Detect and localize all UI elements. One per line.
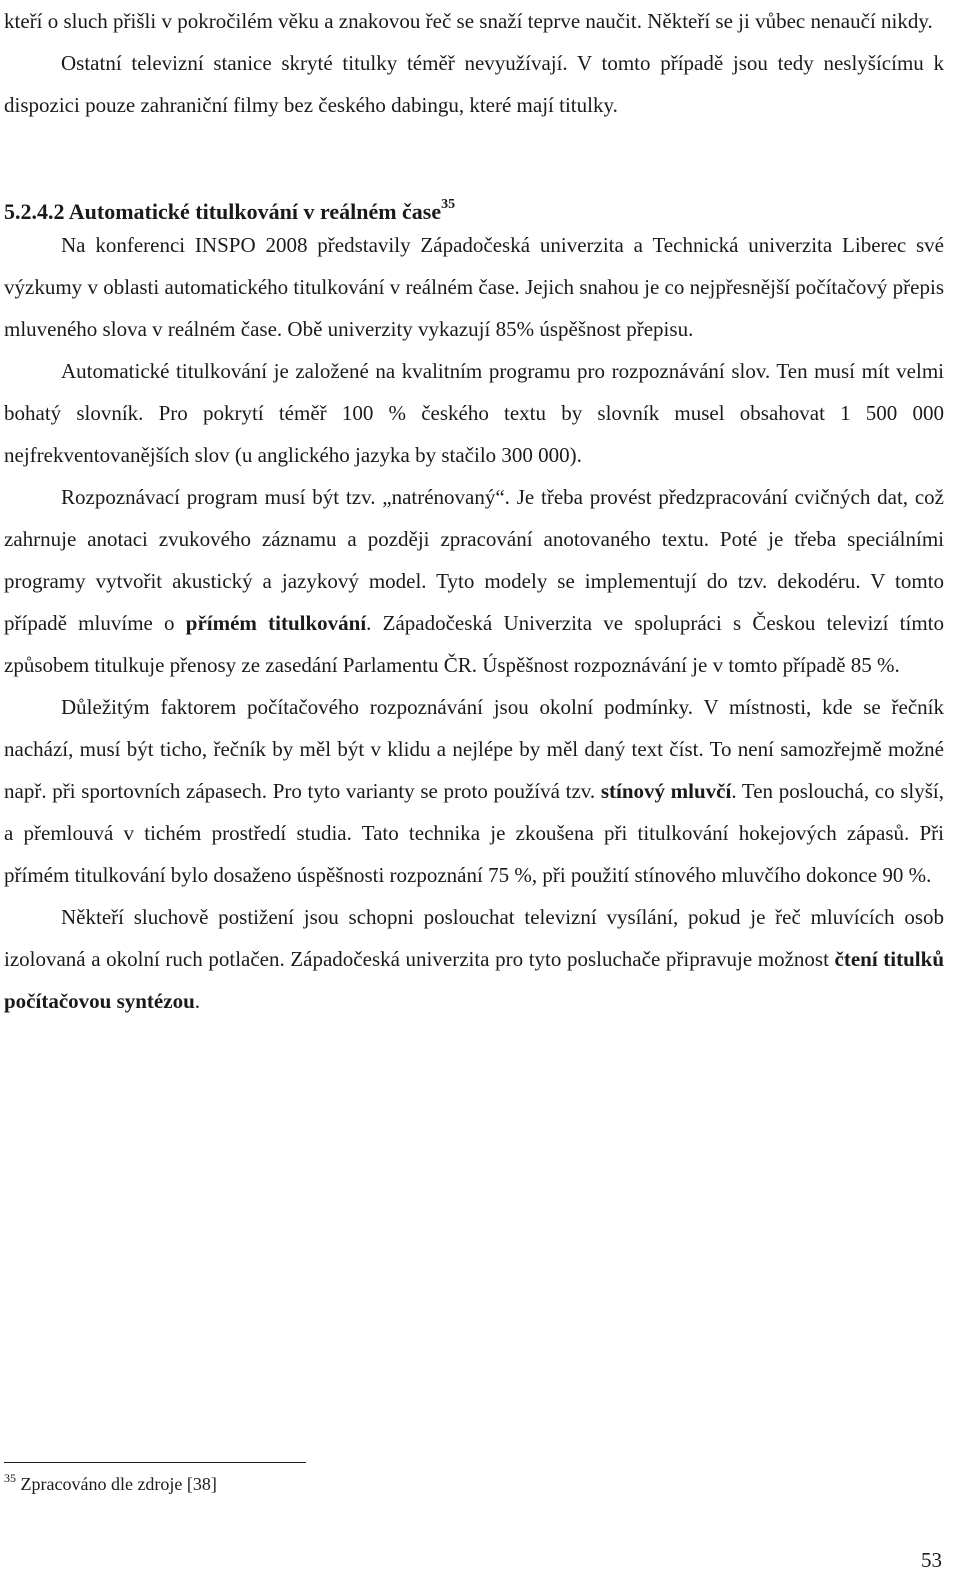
paragraph-3-bold-term: přímém titulkování xyxy=(185,611,367,635)
footnote-divider xyxy=(4,1462,306,1463)
paragraph-5-bold-term: čtení titulků počítačovou syntézou xyxy=(4,947,944,1013)
footnote xyxy=(4,1470,217,1498)
page-number: 53 xyxy=(921,1548,942,1572)
section-heading-text: 5.2.4.2 Automatické titulkování v reálném čase xyxy=(4,199,442,224)
paragraph-4-text-a: Důležitým faktorem počítačového rozpoznávání jsou okolní podmínky. V místnosti, kde se řečník nachází, musí být ticho, řečník by měl být v klidu a nejlépe by měl daný text číst. To není samozřejmě možné např. při sportovních zápasech. Pro tyto varianty se proto používá tzv. xyxy=(4,695,944,803)
paragraph-3-text-b: . Západočeská Univerzita ve spolupráci s Českou televizí tímto způsobem titulkuje přenosy ze zasedání Parlamentu ČR. Úspěšnost rozpoznávání je v tomto případě 85 %. xyxy=(4,611,944,677)
paragraph-4-text-b: . Ten poslouchá, co slyší, a přemlouvá v tichém prostředí studia. Tato technika je zkoušena při titulkování hokejových zápasů. Při přímém titulkování bylo dosaženo úspěšnosti rozpoznání 75 %, při použití stínového mluvčího dokonce 90 %. xyxy=(4,779,945,887)
paragraph-5-text-a: Někteří sluchově postižení jsou schopni poslouchat televizní vysílání, pokud je řeč mluvících osob izolovaná a okolní ruch potlačen. Západočeská univerzita pro tyto posluchače připravuje možnost xyxy=(4,905,944,971)
paragraph-3 xyxy=(4,476,944,686)
paragraph-5-text-b: . xyxy=(194,989,200,1013)
intro-paragraph-2: Ostatní televizní stanice skryté titulky téměř nevyužívají. V tomto případě jsou tedy neslyšícímu k dispozici pouze zahraniční filmy bez českého dabingu, které mají titulky. xyxy=(4,51,944,117)
intro-paragraph-1: kteří o sluch přišli v pokročilém věku a znakovou řeč se snaží teprve naučit. Někteří se ji vůbec nenaučí nikdy. xyxy=(4,9,933,33)
paragraph-4-bold-term: stínový mluvčí xyxy=(600,779,732,803)
intro-text xyxy=(4,0,944,126)
paragraph-1: Na konferenci INSPO 2008 představily Západočeská univerzita a Technická univerzita Liberec své výzkumy v oblasti automatického titulkování v reálném čase. Jejich snahou je co nejpřesnější počítačový přepis mluveného slova v reálném čase. Obě univerzity vykazují 85% úspěšnost přepisu. xyxy=(4,233,944,341)
paragraph-3-text-a: Rozpoznávací program musí být tzv. „natrénovaný“. Je třeba provést předzpracování cvičných dat, což zahrnuje anotaci zvukového záznamu a později zpracování anotovaného textu. Poté je třeba speciálními programy vytvořit akustický a jazykový model. Tyto modely se implementují do tzv. dekodéru. V tomto případě mluvíme o xyxy=(4,485,944,635)
footnote-text: Zpracováno dle zdroje [38] xyxy=(16,1474,217,1494)
paragraph-2: Automatické titulkování je založené na kvalitním programu pro rozpoznávání slov. Ten musí mít velmi bohatý slovník. Pro pokrytí téměř 100 % českého textu by slovník musel obsahovat 1 500 000 nejfrekventovanějších slov (u anglického jazyka by stačilo 300 000). xyxy=(4,359,944,467)
paragraph-5 xyxy=(4,896,944,1022)
footnote-number: 35 xyxy=(4,1471,16,1485)
paragraph-4 xyxy=(4,686,944,896)
heading-footnote-ref: 35 xyxy=(441,197,456,212)
section-body xyxy=(4,224,944,1022)
